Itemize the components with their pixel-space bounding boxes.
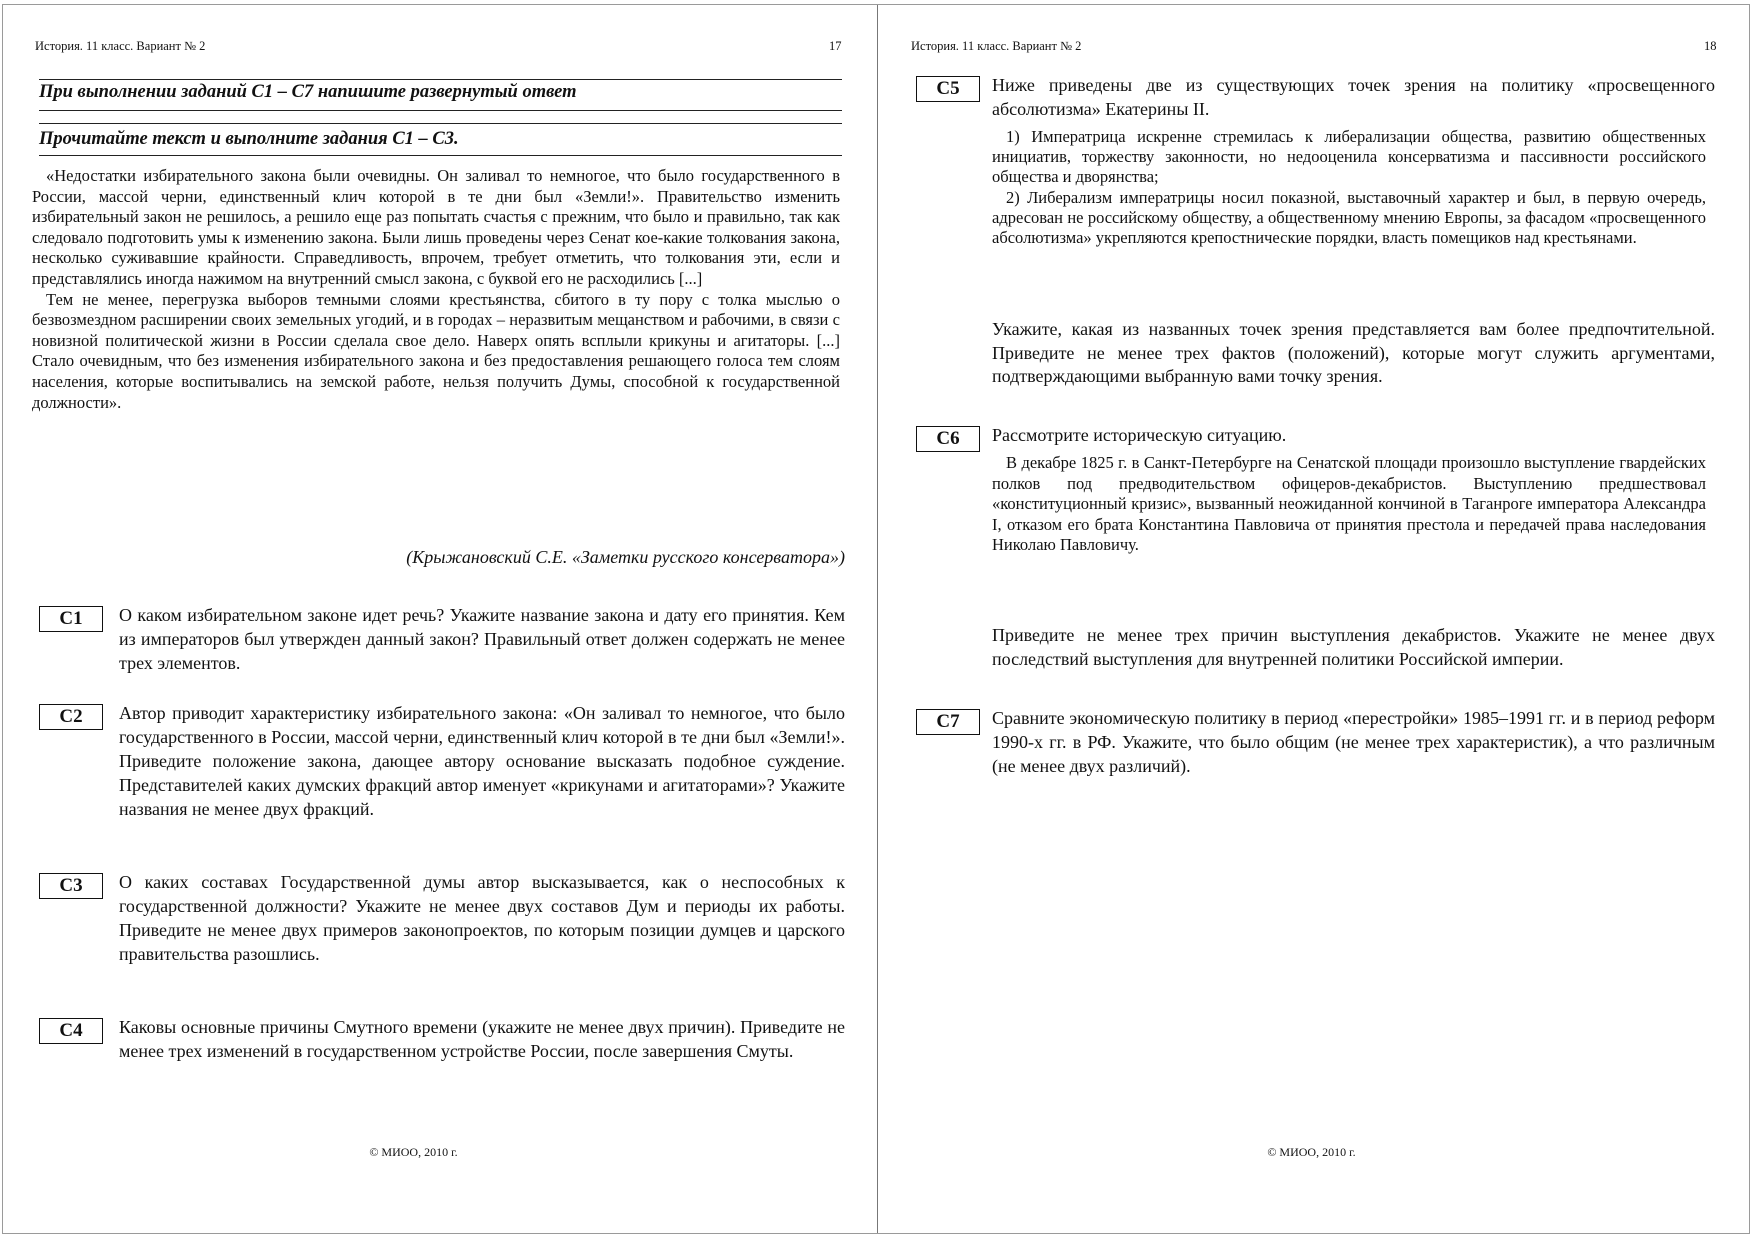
- task-label: С7: [916, 709, 980, 735]
- task-label: С4: [39, 1018, 103, 1044]
- source-attribution: (Крыжановский С.Е. «Заметки русского консерватора»): [406, 547, 845, 567]
- task-text: О каком избирательном законе идет речь? Укажите название закона и дату его принятия. Кем из императоров был утвержден данный закон? Правильный ответ должен содержать не менее трех элементов.: [119, 605, 845, 673]
- task-label: С3: [39, 873, 103, 899]
- situation-text: В декабре 1825 г. в Санкт-Петербурге на Сенатской площади произошло выступление гвардейских полков под предводительством офицеров-декабристов. Выступлению предшествовал «конституционный кризис», вызванный неожиданной кончиной в Таганроге императора Александра I, отказом его брата Константина Павловича от принятия престола и передачей права наследования Николаю Павловичу.: [992, 453, 1706, 555]
- rule: [39, 110, 842, 111]
- task-text: Автор приводит характеристику избирательного закона: «Он заливал то немногое, что было государственного в России, массой черни, единственный клич которой в те дни был «Земли!». Приведите положение закона, дающее автору основание высказать подобное суждение. Представителей каких думских фракций автор именует «крикунами и агитаторами»? Укажите названия не менее двух фракций.: [119, 703, 845, 819]
- task-text: Рассмотрите историческую ситуацию.: [992, 425, 1287, 445]
- running-head: История. 11 класс. Вариант № 2: [911, 39, 1082, 53]
- c6-question: Приведите не менее трех причин выступления декабристов. Укажите не менее двух последствий выступления для внутренней политики Российской империи.: [992, 625, 1715, 669]
- copyright-footer: © МИОО, 2010 г.: [1267, 1145, 1356, 1159]
- right-page: [877, 5, 1751, 1233]
- source-excerpt: [32, 166, 840, 413]
- c5-question: Укажите, какая из названных точек зрения представляется вам более предпочтительной. Приведите не менее трех фактов (положений), которые могут служить аргументами, подтверждающими выбранную вами точку зрения.: [992, 319, 1715, 386]
- source-paragraph: «Недостатки избирательного закона были очевидны. Он заливал то немногое, что было государственного в России, массой черни, единственный клич которой в те дни был «Земли!». Правительство изменить избирательный закон не решилось, а решило еще раз попытать счастья с прежним, что было и правильно, так как следовало подготовить умы к изменению закона. Были лишь проведены через Сенат кое-какие толкования закона, несколько суживавшие крайности. Справедливость, впрочем, требует отметить, что толкования эти, если и представлялись иногда нажимом на внутренний смысл закона, с буквой его не расходились [...]: [32, 166, 840, 288]
- historical-situation: [992, 453, 1706, 556]
- viewpoint-2: 2) Либерализм императрицы носил показной, выставочный характер и был, в первую очередь, адресован не российскому обществу, а общественному мнению Европы, за фасадом «просвещенного абсолютизма» укрепляются крепостнические порядки, власть помещиков над крестьянами.: [992, 187, 1706, 248]
- rule: [39, 123, 842, 124]
- page-number: 18: [1704, 39, 1717, 53]
- task-label: С6: [916, 426, 980, 452]
- instruction-heading: При выполнении заданий С1 – С7 напишите развернутый ответ: [39, 82, 577, 102]
- task-label: С1: [39, 606, 103, 632]
- task-text: О каких составах Государственной думы автор высказывается, как о неспособных к государственной должности? Укажите не менее двух составов Дум и периоды их работы. Приведите не менее двух примеров законопроектов, по которым позиции думцев и царского правительства разошлись.: [119, 872, 845, 964]
- viewpoint-1: 1) Императрица искренне стремилась к либерализации общества, развитию общественных инициатив, торжеству законности, но недооценила консерватизма и пассивности российского общества и дворянства;: [992, 127, 1706, 187]
- reading-instruction: Прочитайте текст и выполните задания С1 – С3.: [39, 129, 459, 149]
- left-page: [3, 5, 876, 1233]
- task-text: Каковы основные причины Смутного времени (укажите не менее двух причин). Приведите не менее трех изменений в государственном устройстве России, после завершения Смуты.: [119, 1017, 845, 1061]
- rule: [39, 79, 842, 80]
- viewpoints: [992, 127, 1706, 248]
- running-head: История. 11 класс. Вариант № 2: [35, 39, 206, 53]
- task-label: С5: [916, 76, 980, 102]
- task-label: С2: [39, 704, 103, 730]
- source-paragraph: Тем не менее, перегрузка выборов темными слоями крестьянства, сбитого в ту пору с толка мыслью о безвозмездном расширении своих земельных угодий, и в городах – неразвитым мещанством и рабочими, в связи с новизной политической жизни в России сделала свое дело. Наверх опять всплыли крикуны и агитаторы. [...] Стало очевидным, что без изменения избирательного закона и без предоставления решающего голоса тем слоям населения, которые воспитывались на земской работе, нельзя получить Думы, способной к государственной должности».: [32, 289, 840, 412]
- task-text: Ниже приведены две из существующих точек зрения на политику «просвещенного абсолютизма» Екатерины II.: [992, 75, 1715, 119]
- rule: [39, 155, 842, 156]
- task-text: Сравните экономическую политику в период «перестройки» 1985–1991 гг. и в период реформ 1990-х гг. в РФ. Укажите, что было общим (не менее трех характеристик), а что различным (не менее двух различий).: [992, 708, 1715, 776]
- page-number: 17: [829, 39, 842, 53]
- copyright-footer: © МИОО, 2010 г.: [369, 1145, 458, 1159]
